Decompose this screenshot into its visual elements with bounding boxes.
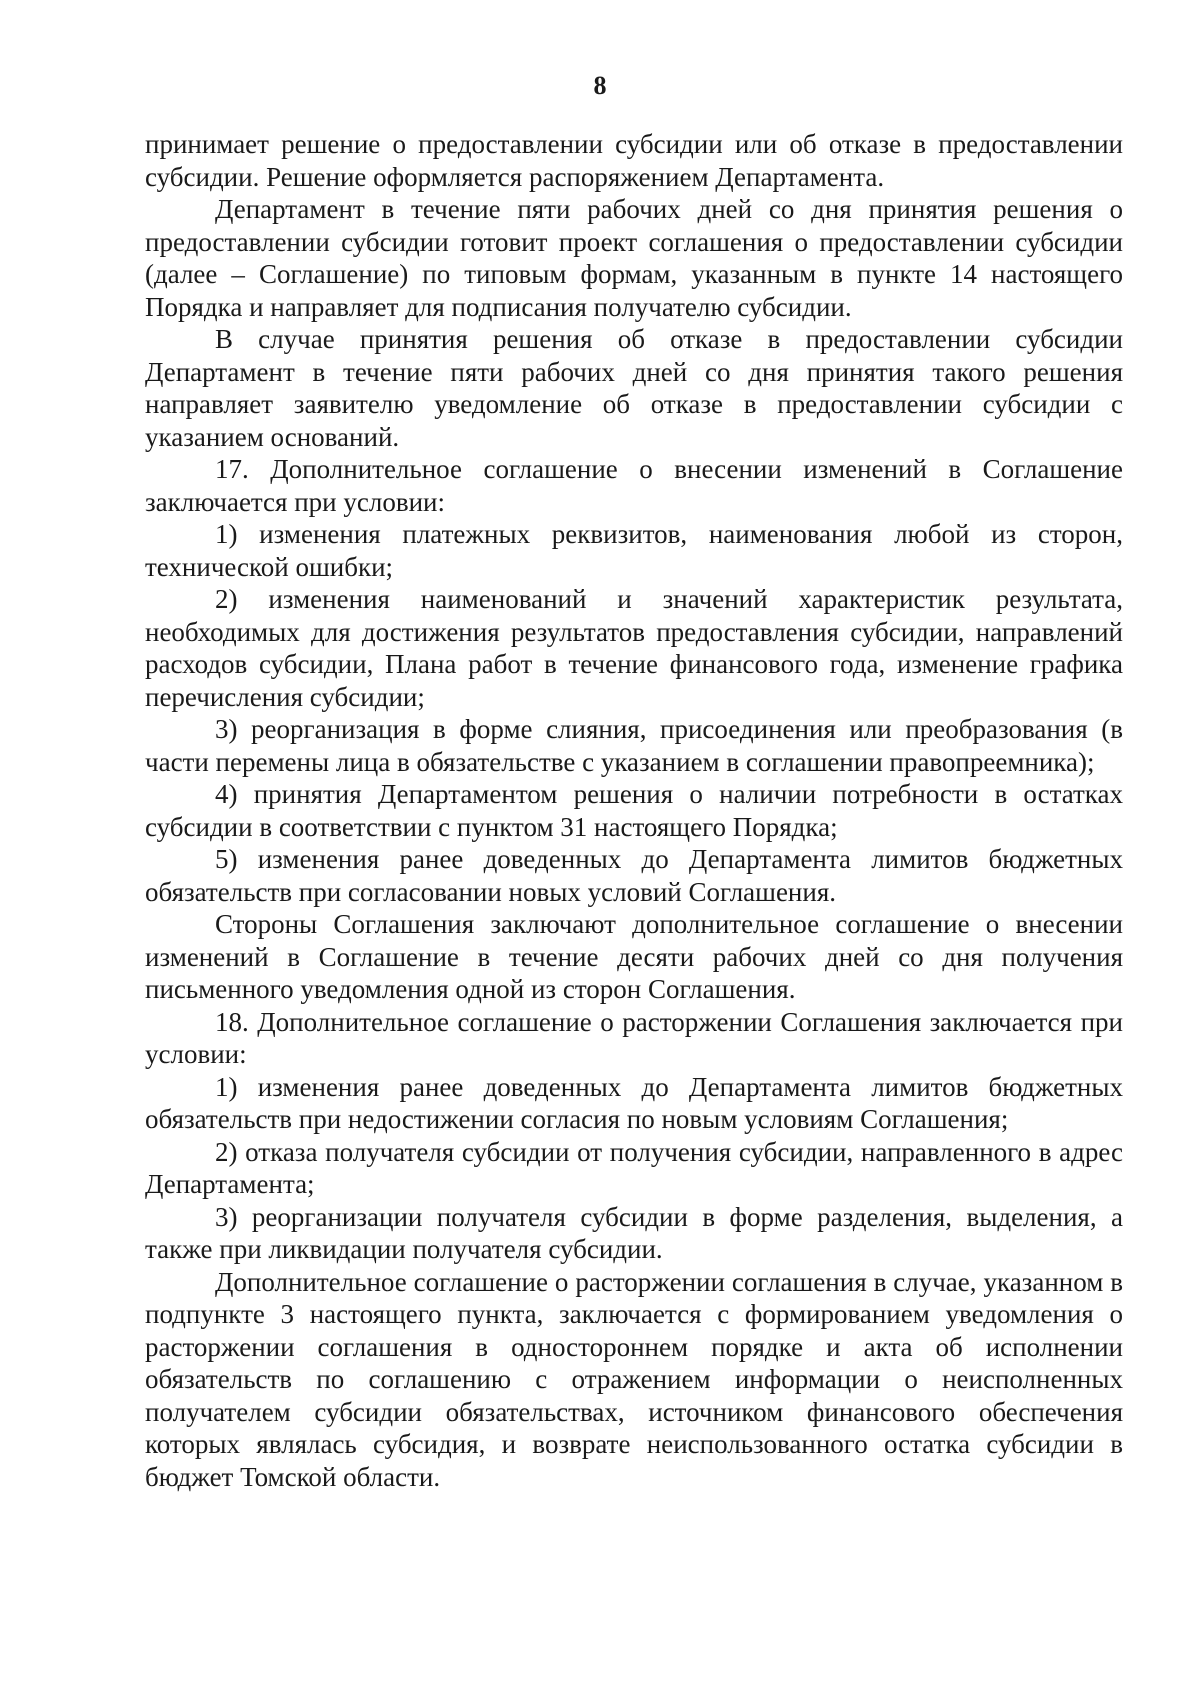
paragraph: 3) реорганизации получателя субсидии в форме разделения, выделения, а также при ликвидации получателя субсидии. (145, 1201, 1123, 1264)
paragraph: 1) изменения платежных реквизитов, наименования любой из сторон, технической ошибки; (145, 519, 1123, 582)
paragraph: 5) изменения ранее доведенных до Департамента лимитов бюджетных обязательств при согласовании новых условий Соглашения. (145, 844, 1123, 907)
paragraph: 3) реорганизация в форме слияния, присоединения или преобразования (в части перемены лица в обязательстве с указанием в соглашении правопреемника); (145, 714, 1123, 777)
paragraph: 17. Дополнительное соглашение о внесении изменений в Соглашение заключается при условии: (145, 454, 1123, 517)
paragraph: 18. Дополнительное соглашение о расторжении Соглашения заключается при условии: (145, 1006, 1123, 1069)
document-body (145, 128, 1123, 1493)
paragraph: В случае принятия решения об отказе в предоставлении субсидии Департамент в течение пяти рабочих дней со дня принятия такого решения направляет заявителю уведомление об отказе в предоставлении субсидии с указанием оснований. (145, 324, 1123, 452)
paragraph: принимает решение о предоставлении субсидии или об отказе в предоставлении субсидии. Решение оформляется распоряжением Департамента. (145, 129, 1123, 192)
paragraph: 4) принятия Департаментом решения о наличии потребности в остатках субсидии в соответствии с пунктом 31 настоящего Порядка; (145, 779, 1123, 842)
paragraph: 2) изменения наименований и значений характеристик результата, необходимых для достижения результатов предоставления субсидии, направлений расходов субсидии, Плана работ в течение финансового года, изменение графика перечисления субсидии; (145, 584, 1123, 712)
paragraph: 2) отказа получателя субсидии от получения субсидии, направленного в адрес Департамента; (145, 1136, 1123, 1199)
paragraph: Стороны Соглашения заключают дополнительное соглашение о внесении изменений в Соглашение в течение десяти рабочих дней со дня получения письменного уведомления одной из сторон Соглашения. (145, 909, 1123, 1004)
paragraph: 1) изменения ранее доведенных до Департамента лимитов бюджетных обязательств при недостижении согласия по новым условиям Соглашения; (145, 1071, 1123, 1134)
page-number: 8 (593, 71, 607, 100)
paragraph: Департамент в течение пяти рабочих дней со дня принятия решения о предоставлении субсидии готовит проект соглашения о предоставлении субсидии (далее – Соглашение) по типовым формам, указанным в пункте 14 настоящего Порядка и направляет для подписания получателю субсидии. (145, 194, 1123, 322)
paragraph: Дополнительное соглашение о расторжении соглашения в случае, указанном в подпункте 3 настоящего пункта, заключается с формированием уведомления о расторжении соглашения в одностороннем порядке и акта об исполнении обязательств по соглашению с отражением информации о неисполненных получателем субсидии обязательствах, источником финансового обеспечения которых являлась субсидия, и возврате неиспользованного остатка субсидии в бюджет Томской области. (145, 1266, 1123, 1492)
